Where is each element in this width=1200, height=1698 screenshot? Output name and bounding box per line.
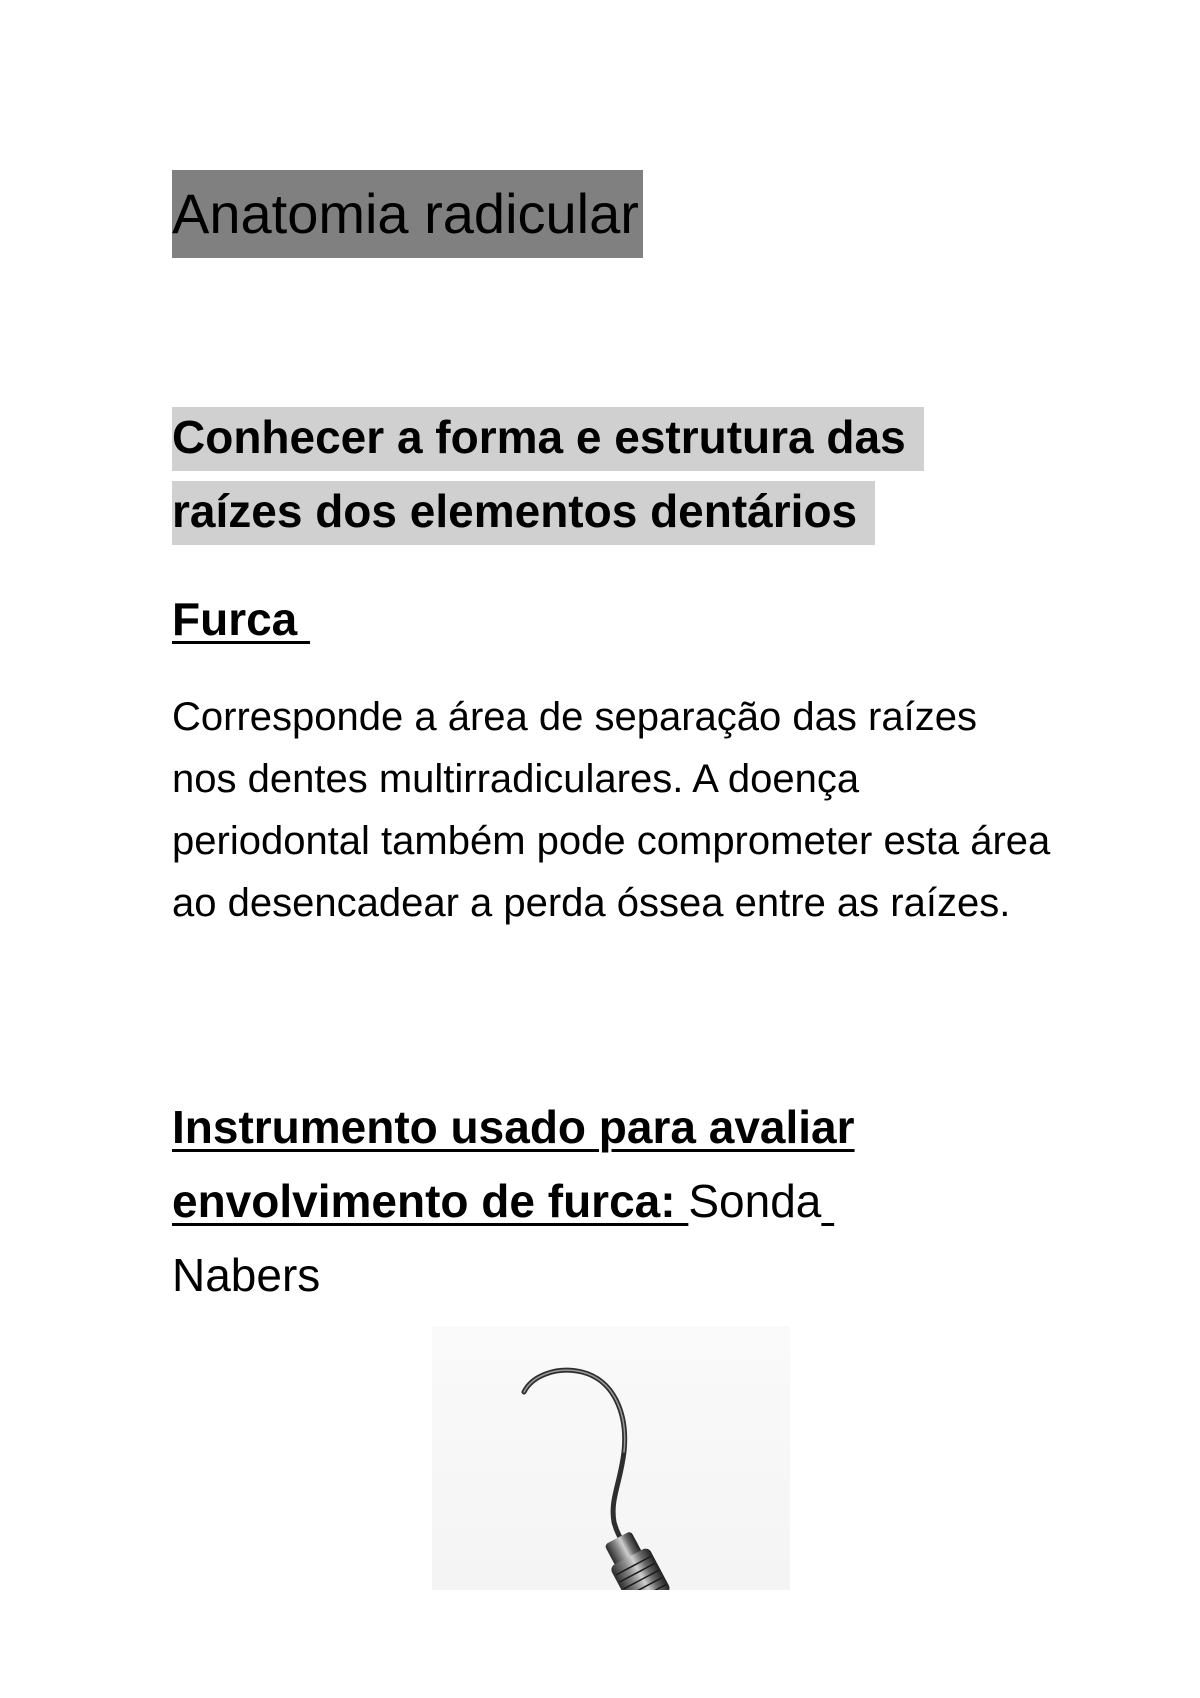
- instrument-statement: [172, 1090, 1052, 1312]
- instrument-answer-sonda: Sonda: [688, 1175, 822, 1227]
- instrument-answer-space: [821, 1175, 834, 1227]
- furca-description: Corresponde a área de separação das raízes nos dentes multirradiculares. A doença periodontal também pode comprometer esta área ao desencadear a perda óssea entre as raízes.: [172, 695, 1051, 925]
- probe-handle: [599, 1527, 672, 1590]
- periodontal-probe-image: [432, 1326, 790, 1590]
- instrument-answer-nabers: Nabers: [172, 1249, 321, 1301]
- document-subtitle: [172, 400, 1032, 548]
- instrument-label: Instrumento usado para avaliar envolvimento de furca:: [172, 1101, 855, 1227]
- subtitle-highlight: Conhecer a forma e estrutura das raízes dos elementos dentários: [172, 407, 924, 545]
- periodontal-probe-icon: [432, 1326, 790, 1590]
- section-heading-furca: Furca: [172, 593, 311, 645]
- probe-tip: [524, 1370, 625, 1544]
- document-title: Anatomia radicular: [172, 170, 643, 258]
